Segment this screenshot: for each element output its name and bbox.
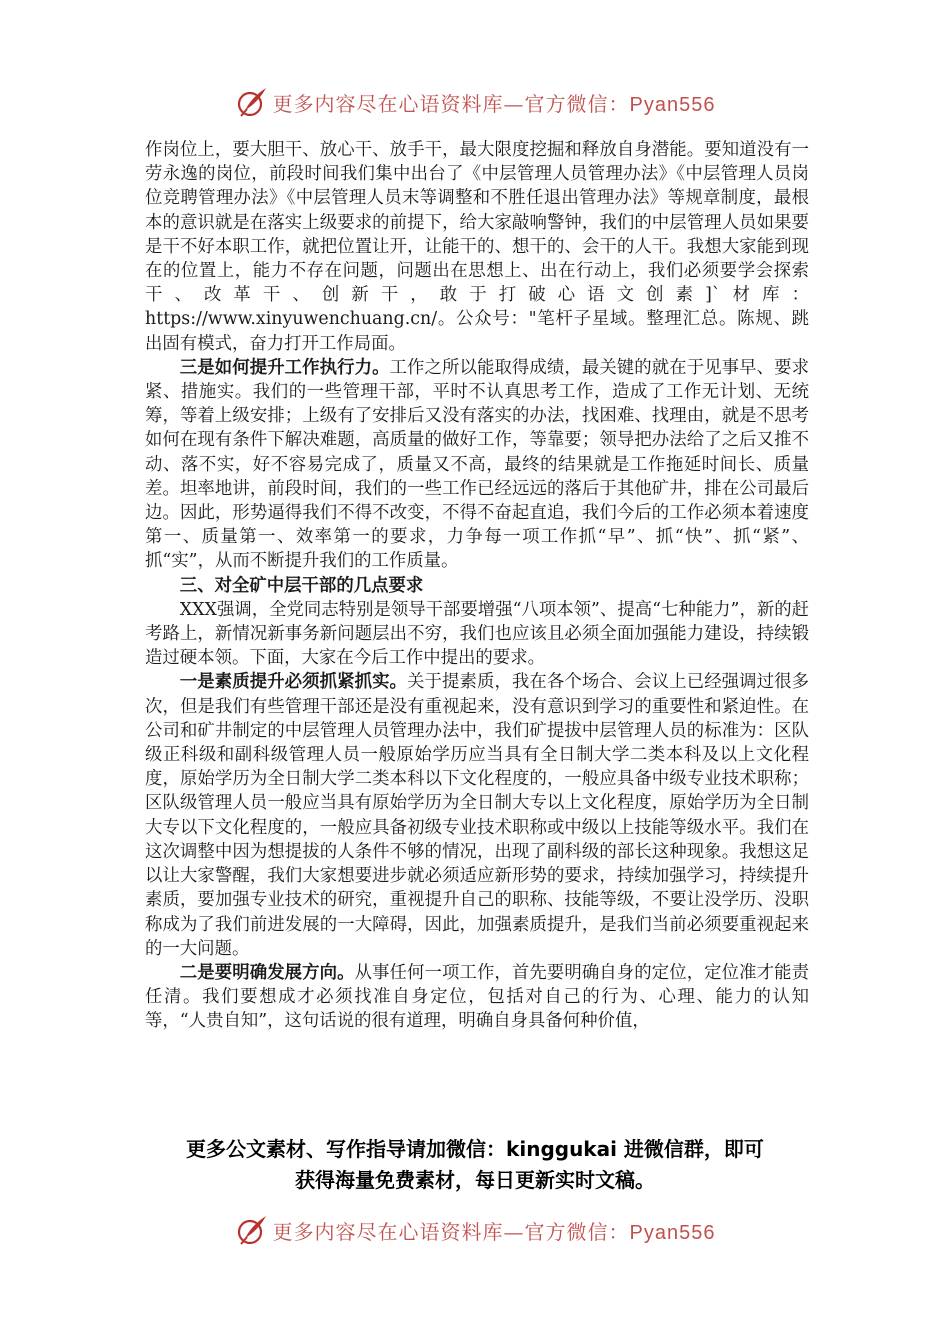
promo-notice [0, 1134, 950, 1196]
section-heading: 三、对全矿中层干部的几点要求 [179, 575, 424, 596]
paragraph-5: 二是要明确发展方向。从事任何一项工作，首先要明确自身的定位，定位准才能责任清。我们要想成才必须找准自身定位，包括对自己的行为、心理、能力的认知等，“人贵自知”，这句话说的很有道理，明确自身具备何种价值， [145, 962, 809, 1032]
paragraph-2: 三是如何提升工作执行力。工作之所以能取得成绩，最关键的就在于见事早、要求紧、措施实。我们的一些管理干部，平时不认真思考工作，造成了工作无计划、无统筹，等着上级安排；上级有了安排后又没有落实的办法，找困难、找理由，就是不思考如何在现有条件下解决难题，高质量的做好工作，等靠要；领导把办法给了之后又推不动、落不实，好不容易完成了，质量又不高，最终的结果就是工作拖延时间长、质量差。坦率地讲，前段时间，我们的一些工作已经远远的落后于其他矿井，排在公司最后边。因此，形势逼得我们不得不改变，不得不奋起直追，我们今后的工作必须本着速度第一、质量第一、效率第一的要求，力争每一项工作抓“早”、抓“快”、抓“紧”、抓“实”，从而不断提升我们的工作质量。 [145, 357, 809, 572]
paragraph-lead: 一是素质提升必须抓紧抓实。 [179, 672, 408, 693]
paragraph-3: XXX强调，全党同志特别是领导干部要增强“八项本领”、提高“七种能力”，新的赶考路上，新情况新事务新问题层出不穷，我们也应该且必须全面加强能力建设，持续锻造过硬本领。下面，大家在今后工作中提出的要求。 [145, 599, 810, 669]
quill-logo-icon [235, 85, 269, 119]
paragraph-lead: 三是如何提升工作执行力。 [179, 357, 390, 378]
promo-line-2: 获得海量免费素材，每日更新实时文稿。 [295, 1168, 655, 1192]
header-banner-text: 更多内容尽在心语资料库—官方微信：Pyan556 [272, 91, 716, 116]
header-banner [0, 80, 950, 124]
paragraph-1: 作岗位上，要大胆干、放心干、放手干，最大限度挖掘和释放自身潜能。要知道没有一劳永逸的岗位，前段时间我们集中出台了《中层管理人员管理办法》《中层管理人员岗位竞聘管理办法》《中层管理人员末等调整和不胜任退出管理办法》等规章制度，最根本的意识就是在落实上级要求的前提下，给大家敲响警钟，我们的中层管理人员如果要是干不好本职工作，就把位置让开，让能干的、想干的、会干的人干。我想大家能到现在的位置上，能力不存在问题，问题出在思想上、出在行动上，我们必须要学会探索干、改革干、创新干，敢于打破心语文创素]`材库：https://www.xinyuwenchuang.cn/。公众号："笔杆子星域。整理汇总。陈规、跳出固有模式，奋力打开工作局面。 [145, 140, 809, 354]
footer-banner [0, 1208, 950, 1252]
footer-banner-text: 更多内容尽在心语资料库—官方微信：Pyan556 [272, 1219, 716, 1244]
document-body [145, 138, 809, 1034]
quill-logo-icon [235, 1213, 269, 1247]
promo-line-1: 更多公文素材、写作指导请加微信：kinggukai 进微信群，即可 [186, 1137, 764, 1161]
paragraph-lead: 二是要明确发展方向。 [179, 962, 355, 983]
paragraph-4: 一是素质提升必须抓紧抓实。关于提素质，我在各个场合、会议上已经强调过很多次，但是我们有些管理干部还是没有重视起来，没有意识到学习的重要性和紧迫性。在公司和矿井制定的中层管理人员管理办法中，我们矿提拔中层管理人员的标准为：区队级正科级和副科级管理人员一般原始学历应当具有全日制大学二类本科及以上文化程度，原始学历为全日制大学二类本科以下文化程度的，一般应具备中级专业技术职称；区队级管理人员一般应当具有原始学历为全日制大专以上文化程度，原始学历为全日制大专以下文化程度的，一般应具备初级专业技术职称或中级以上技能等级水平。我们在这次调整中因为想提拔的人条件不够的情况，出现了副科级的部长这种现象。我想这足以让大家警醒，我们大家想要进步就必须适应新形势的要求，持续加强学习，持续提升素质，要加强专业技术的研究，重视提升自己的职称、技能等级，不要让没学历、没职称成为了我们前进发展的一大障碍，因此，加强素质提升，是我们当前必须要重视起来的一大问题。 [145, 672, 809, 959]
